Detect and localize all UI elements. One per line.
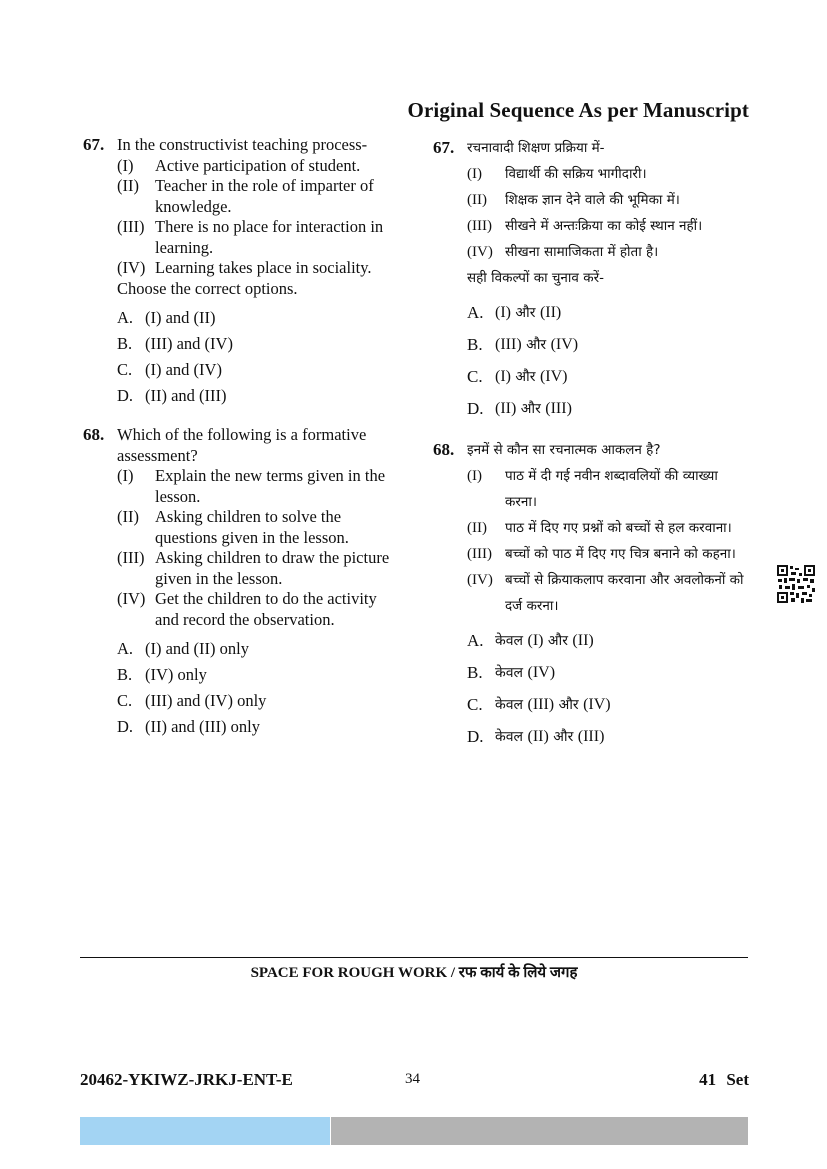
option-first: (II) (527, 728, 549, 745)
option-letter: B. (467, 663, 483, 682)
question-68-en (83, 425, 403, 740)
roman-numeral: (I) (467, 166, 482, 182)
option-c (117, 357, 403, 383)
statement-text: बच्चों से क्रियाकलाप करवाना और अवलोकनों को दर्ज करना। (505, 572, 744, 614)
statement-text: Learning takes place in sociality. (155, 258, 372, 277)
option-conjunction: और (516, 401, 546, 417)
roman-numeral: (IV) (467, 244, 493, 260)
footer-bar-blue (80, 1117, 330, 1145)
question-text: रचनावादी शिक्षण प्रक्रिया में- (467, 140, 605, 156)
question-number: 67. (433, 138, 455, 157)
statement-text: विद्यार्थी की सक्रिय भागीदारी। (505, 166, 647, 182)
statement (467, 213, 753, 239)
option-b (467, 657, 753, 689)
option-first: (I) (527, 632, 544, 649)
option-text: (IV) only (145, 665, 207, 684)
statement-text: There is no place for interaction in learning. (155, 217, 384, 257)
option-second: (II) (539, 304, 562, 321)
statement (117, 589, 403, 630)
option-letter: C. (467, 367, 483, 386)
question-text: In the constructivist teaching process- (117, 135, 368, 154)
statement (117, 156, 403, 177)
statement (117, 548, 403, 589)
option-b (117, 662, 403, 688)
option-b (117, 331, 403, 357)
option-second: (IV) (583, 696, 611, 713)
option-prefix: केवल (495, 729, 528, 745)
english-column (83, 135, 403, 740)
statement-text: Asking children to solve the questions given in the lesson. (155, 507, 349, 547)
option-c (117, 688, 403, 714)
options-list (117, 305, 403, 409)
option-text: (II) and (III) only (145, 717, 260, 736)
option-d (117, 714, 403, 740)
statement-text: सीखने में अन्तःक्रिया का कोई स्थान नहीं। (505, 218, 703, 234)
statement-text: Teacher in the role of imparter of knowledge. (155, 176, 374, 216)
option-second: (III) (545, 400, 572, 417)
question-67-en (83, 135, 403, 409)
roman-numeral: (II) (117, 176, 139, 195)
option-letter: A. (467, 631, 484, 650)
statement-text: Asking children to draw the picture given in the lesson. (155, 548, 390, 588)
option-conjunction: और (510, 369, 540, 385)
option-a (467, 625, 753, 657)
set-label: 41 Set (699, 1070, 749, 1089)
page-heading: Original Sequence As per Manuscript (407, 98, 749, 122)
option-text: (I) and (II) (145, 308, 216, 327)
option-d (467, 721, 753, 753)
option-letter: A. (117, 308, 134, 327)
divider (80, 957, 748, 958)
option-text: (II) and (III) (145, 386, 227, 405)
option-letter: D. (467, 399, 484, 418)
option-a (117, 305, 403, 331)
option-letter: C. (467, 695, 483, 714)
statement-text: बच्चों को पाठ में दिए गए चित्र बनाने को कहना। (505, 546, 736, 562)
question-number: 67. (83, 135, 105, 154)
option-text: (III) and (IV) (145, 334, 233, 353)
option-conjunction: और (510, 305, 540, 321)
statement-text: Active participation of student. (155, 155, 361, 175)
roman-numeral: (II) (467, 520, 487, 536)
statement (117, 217, 403, 258)
option-conjunction: और (543, 633, 573, 649)
option-first: (IV) (527, 664, 556, 681)
option-b (467, 329, 753, 361)
option-letter: D. (117, 386, 134, 405)
roman-numeral: (II) (467, 192, 487, 208)
question-67-hi (433, 135, 753, 425)
option-letter: C. (117, 691, 133, 710)
statement (467, 161, 753, 187)
roman-numeral: (IV) (117, 258, 146, 277)
option-first: (III) (527, 696, 555, 713)
option-conjunction: और (554, 697, 584, 713)
option-prefix: केवल (495, 665, 528, 681)
option-a (467, 297, 753, 329)
page-number: 34 (405, 1071, 420, 1087)
option-prefix: केवल (495, 633, 528, 649)
hindi-column (433, 135, 753, 753)
question-number: 68. (433, 440, 455, 459)
statement (467, 567, 753, 619)
rough-work-label: SPACE FOR ROUGH WORK / रफ कार्य के लिये जगह (250, 965, 578, 981)
statement (467, 463, 753, 515)
question-text: Which of the following is a formative assessment? (117, 425, 367, 465)
statement (117, 507, 403, 548)
statement (467, 541, 753, 567)
options-list (117, 636, 403, 740)
option-d (117, 383, 403, 409)
statement (467, 515, 753, 541)
option-d (467, 393, 753, 425)
statement-text: सीखना सामाजिकता में होता है। (505, 244, 659, 260)
statement-text: शिक्षक ज्ञान देने वाले की भूमिका में। (505, 192, 680, 208)
option-letter: B. (467, 335, 483, 354)
option-letter: B. (117, 665, 133, 684)
roman-numeral: (III) (117, 217, 145, 236)
statement-text: पाठ में दी गई नवीन शब्दावलियों की व्याख्या करना। (505, 468, 718, 510)
roman-numeral: (I) (117, 466, 134, 485)
option-prefix: केवल (495, 697, 528, 713)
qr-code-icon (776, 564, 816, 604)
option-second: (II) (572, 632, 594, 649)
option-letter: A. (117, 639, 134, 658)
option-c (467, 361, 753, 393)
option-first: (II) (495, 400, 517, 417)
statement (467, 187, 753, 213)
roman-numeral: (III) (117, 548, 145, 567)
option-letter: D. (117, 717, 134, 736)
option-second: (III) (577, 728, 605, 745)
question-number: 68. (83, 425, 105, 444)
roman-numeral: (III) (467, 546, 492, 562)
roman-numeral: (I) (117, 155, 134, 175)
option-conjunction: और (521, 337, 551, 353)
option-c (467, 689, 753, 721)
option-text: (III) and (IV) only (145, 691, 267, 710)
paper-code: 20462-YKIWZ-JRKJ-ENT-E (80, 1070, 293, 1089)
option-second: (IV) (539, 368, 568, 385)
roman-numeral: (IV) (467, 572, 493, 588)
roman-numeral: (III) (467, 218, 492, 234)
option-conjunction: और (548, 729, 578, 745)
option-first: (I) (495, 304, 511, 321)
options-list (467, 297, 753, 425)
option-first: (I) (495, 368, 511, 385)
option-second: (IV) (550, 336, 579, 353)
options-list (467, 625, 753, 753)
roman-numeral: (II) (117, 507, 139, 526)
instruction: सही विकल्पों का चुनाव करें- (467, 270, 604, 286)
roman-numeral: (IV) (117, 589, 146, 608)
roman-numeral: (I) (467, 468, 482, 484)
statement-text: Explain the new terms given in the lesson. (155, 466, 386, 506)
option-text: (I) and (IV) (145, 360, 222, 379)
option-text: (I) and (II) only (145, 639, 249, 658)
statement (117, 176, 403, 217)
question-text: इनमें से कौन सा रचनात्मक आकलन है? (467, 442, 661, 458)
statement-text: पाठ में दिए गए प्रश्नों को बच्चों से हल करवाना। (505, 520, 732, 536)
footer-bar-grey (331, 1117, 748, 1145)
option-letter: A. (467, 303, 484, 322)
statement-text: Get the children to do the activity and record the observation. (155, 589, 377, 629)
option-first: (III) (495, 336, 522, 353)
option-letter: B. (117, 334, 133, 353)
statement (467, 239, 753, 265)
instruction: Choose the correct options. (117, 278, 298, 298)
statement (117, 466, 403, 507)
option-a (117, 636, 403, 662)
option-letter: C. (117, 360, 133, 379)
statement (117, 258, 403, 279)
option-letter: D. (467, 727, 484, 746)
question-68-hi (433, 437, 753, 753)
